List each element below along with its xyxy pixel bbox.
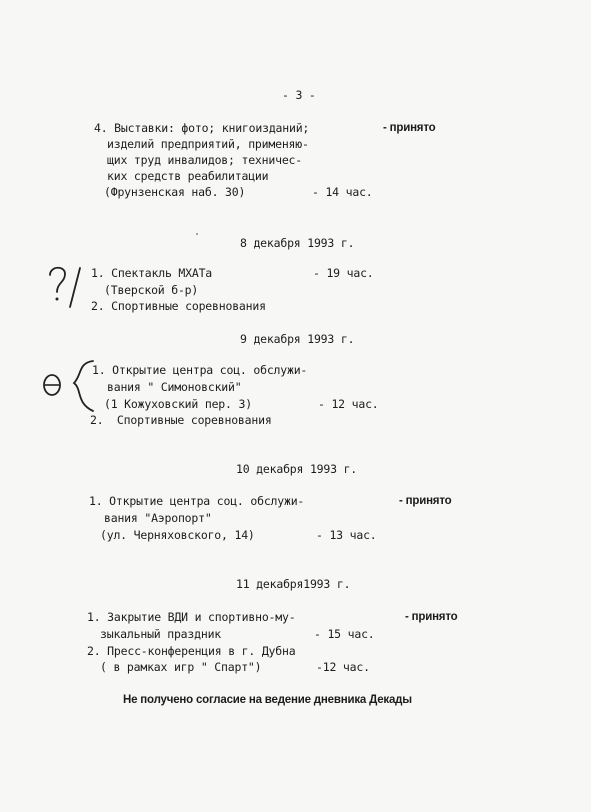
dec8-line-2: (Тверской б-р) [104, 283, 199, 297]
dec9-line-1: 1. Открытие центра соц. обслужи- [92, 363, 308, 377]
item4-status: - принято [383, 122, 436, 134]
item4-line-2: изделий предприятий, применяю- [107, 137, 309, 151]
dec11-status: - принято [405, 611, 458, 623]
dec10-status: - принято [399, 495, 452, 507]
dec11-line-2: зыкальный праздник [100, 627, 222, 641]
item4-line-5: (Фрунзенская наб. 30) [104, 185, 246, 199]
paper-speck [196, 233, 198, 235]
dec8-date: 8 декабря 1993 г. [240, 236, 355, 250]
dec11-time-1: - 15 час. [314, 627, 375, 641]
dec10-time: - 13 час. [316, 528, 377, 542]
dec8-time: - 19 час. [313, 266, 374, 280]
dec8-line-3: 2. Спортивные соревнования [91, 299, 266, 313]
dec11-line-4: ( в рамках игр " Спарт") [100, 660, 262, 674]
dec11-time-2: -12 час. [316, 660, 370, 674]
dec10-date: 10 декабря 1993 г. [236, 462, 358, 476]
dec10-line-1: 1. Открытие центра соц. обслужи- [89, 494, 305, 508]
dec9-date: 9 декабря 1993 г. [240, 332, 355, 346]
dec9-line-2: вания " Симоновский" [107, 380, 242, 394]
dec10-line-2: вания "Аэропорт" [104, 511, 212, 525]
dec9-time: - 12 час. [318, 397, 379, 411]
item4-time: - 14 час. [312, 185, 373, 199]
dec11-line-3: 2. Пресс-конференция в г. Дубна [87, 644, 296, 658]
item4-line-1: 4. Выставки: фото; книгоизданий; [94, 121, 310, 135]
dec9-line-4: 2. Спортивные соревнования [90, 413, 272, 427]
dec11-line-1: 1. Закрытие ВДИ и спортивно-му- [87, 610, 296, 624]
handwritten-question-mark [40, 262, 100, 312]
footer-note: Не получено согласие на ведение дневника Декады [123, 694, 412, 706]
handwritten-bracket-mark [38, 357, 108, 417]
dec8-line-1: 1. Спектакль МХАТа [91, 266, 213, 280]
dec9-line-3: (1 Кожуховский пер. 3) [104, 397, 252, 411]
dec10-line-3: (ул. Черняховского, 14) [100, 528, 255, 542]
item4-line-4: ких средств реабилитации [107, 169, 269, 183]
item4-line-3: щих труд инвалидов; техничес- [107, 153, 302, 167]
dec11-date: 11 декабря1993 г. [236, 577, 351, 591]
page-number: - 3 - [282, 88, 316, 102]
